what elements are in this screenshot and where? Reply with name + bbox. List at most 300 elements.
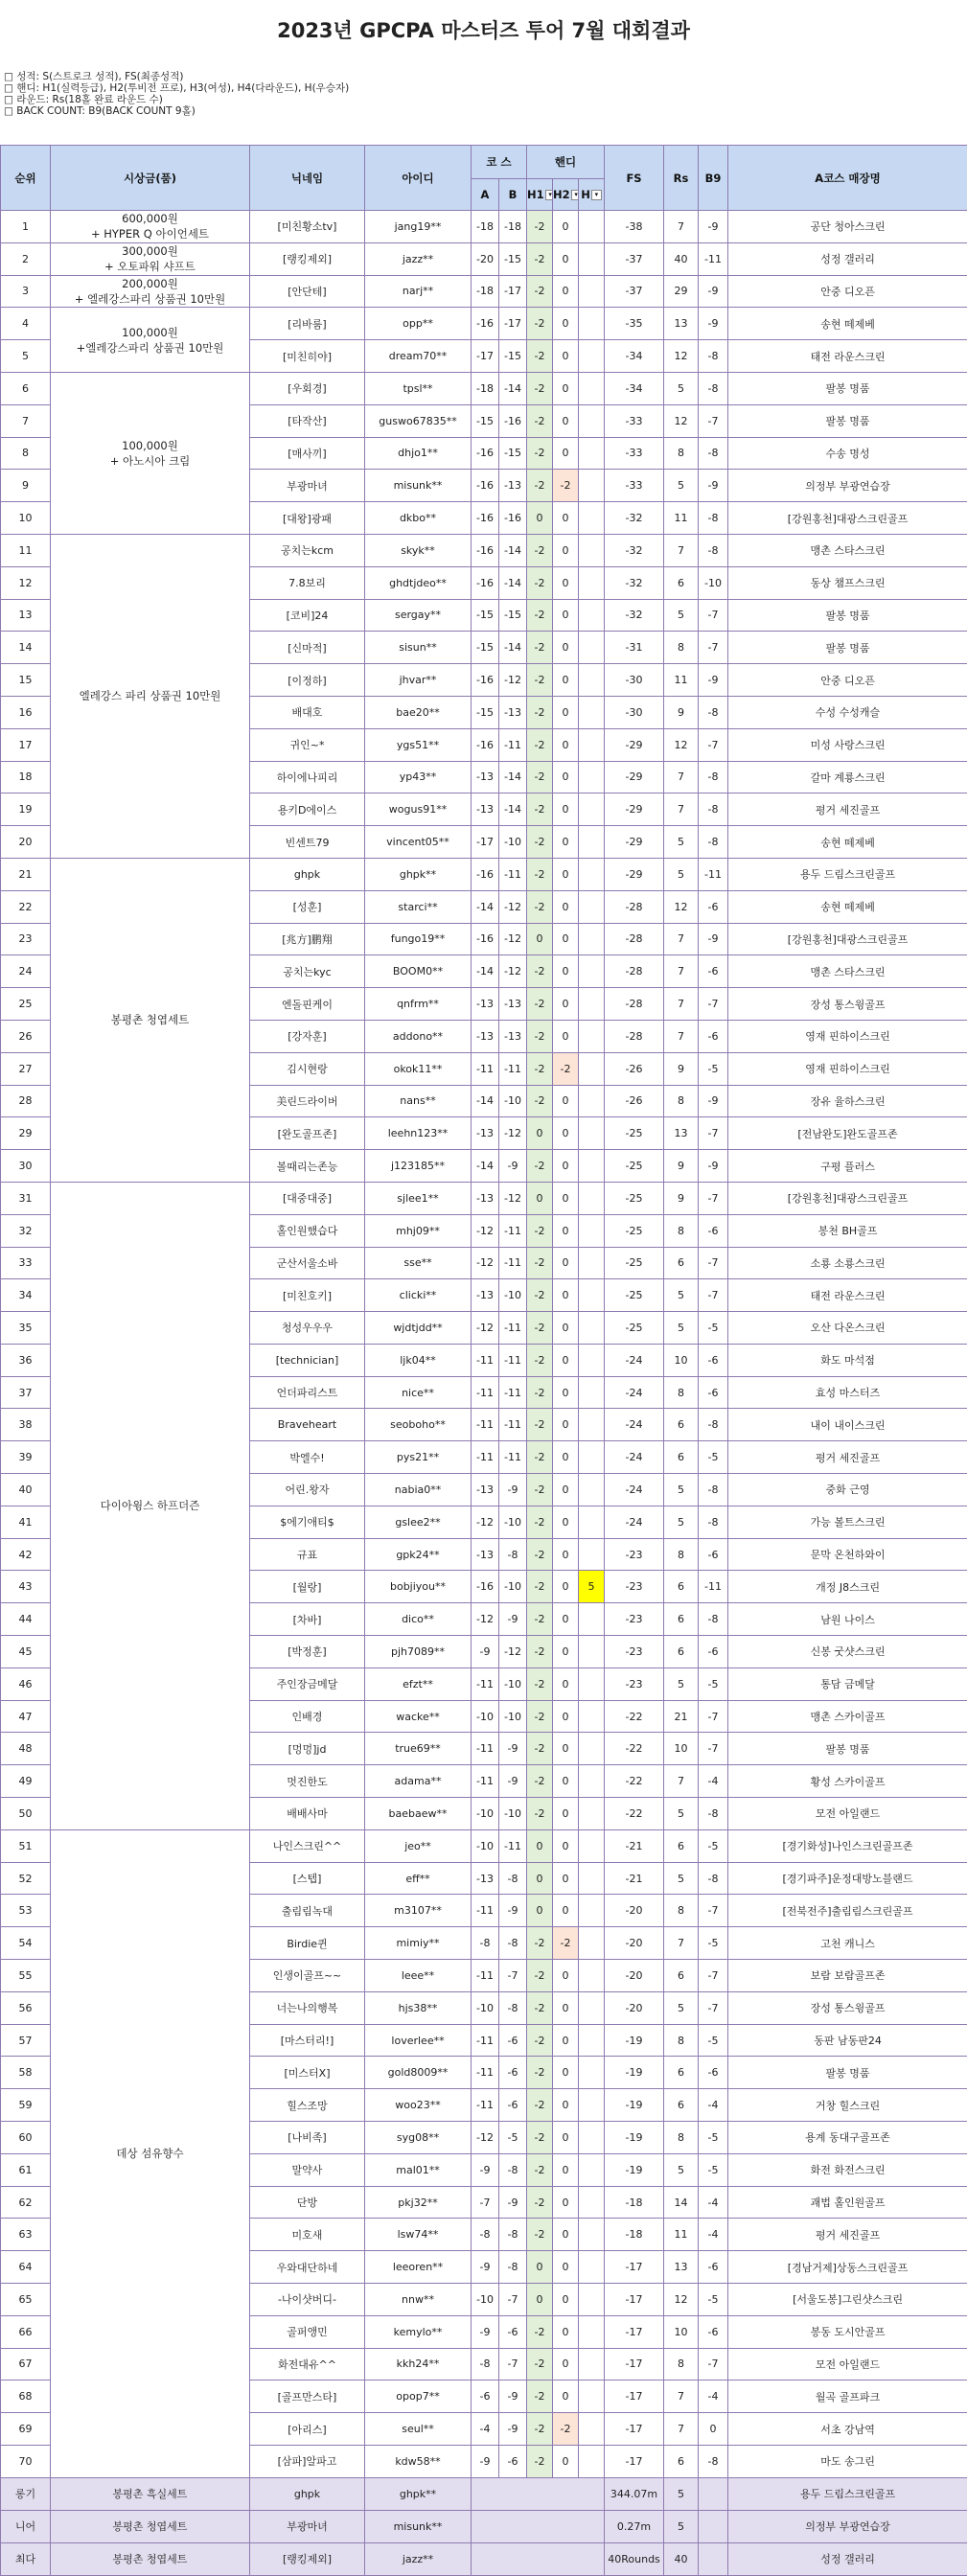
h2-cell: 0 <box>553 1279 579 1312</box>
h2-cell: 0 <box>553 1603 579 1636</box>
course-b-cell: -6 <box>499 2024 527 2057</box>
course-a-cell: -11 <box>472 1668 499 1700</box>
prize-cell: 200,000원 + 엘레강스파리 상품권 10만원 <box>51 275 250 308</box>
h-cell <box>579 566 605 599</box>
rank-cell: 2 <box>1 242 51 275</box>
h2-cell: -2 <box>553 2413 579 2446</box>
fs-cell: -25 <box>605 1312 664 1345</box>
nickname-cell: [박정훈] <box>250 1636 365 1668</box>
rank-cell: 38 <box>1 1409 51 1441</box>
fs-cell: -24 <box>605 1474 664 1506</box>
rs-cell: 7 <box>664 923 699 955</box>
fs-cell: -19 <box>605 2153 664 2186</box>
h-cell <box>579 923 605 955</box>
h-cell <box>579 470 605 502</box>
course-a-cell: -15 <box>472 632 499 664</box>
fs-cell: -17 <box>605 2445 664 2477</box>
h1-cell: 0 <box>527 1117 553 1150</box>
course-a-cell: -18 <box>472 372 499 404</box>
rs-cell: 40 <box>664 242 699 275</box>
nickname-cell: [월랑] <box>250 1571 365 1603</box>
course-a-cell: -15 <box>472 696 499 728</box>
h-cell <box>579 1117 605 1150</box>
prize-cell: 엘레강스 파리 상품권 10만원 <box>51 534 250 858</box>
table-row <box>1 242 967 275</box>
h-cell <box>579 1376 605 1409</box>
rank-cell: 43 <box>1 1571 51 1603</box>
h-cell <box>579 1214 605 1247</box>
course-b-cell: -8 <box>499 1991 527 2024</box>
h1-cell: -2 <box>527 1571 553 1603</box>
award-empty-cell <box>699 2542 728 2575</box>
course-b-cell: -15 <box>499 599 527 632</box>
table-row <box>1 1182 967 1214</box>
h1-cell: -2 <box>527 1700 553 1733</box>
fs-cell: -29 <box>605 761 664 794</box>
b9-cell: -9 <box>699 664 728 697</box>
b9-cell: -11 <box>699 242 728 275</box>
h1-cell: -2 <box>527 1409 553 1441</box>
h1-cell: -2 <box>527 2219 553 2251</box>
h2-cell: 0 <box>553 2251 579 2284</box>
fs-cell: -19 <box>605 2024 664 2057</box>
id-cell: bae20** <box>365 696 472 728</box>
course-b-cell: -14 <box>499 372 527 404</box>
h-cell <box>579 1668 605 1700</box>
header-h1[interactable]: H1 ▾ <box>527 179 553 211</box>
id-cell: ghpk** <box>365 858 472 890</box>
id-cell: okok11** <box>365 1052 472 1085</box>
fs-cell: -28 <box>605 1020 664 1052</box>
id-cell: opp** <box>365 308 472 340</box>
venue-cell: 황성 스카이골프 <box>728 1765 967 1798</box>
course-a-cell: -11 <box>472 1895 499 1927</box>
b9-cell: -7 <box>699 1700 728 1733</box>
course-b-cell: -9 <box>499 1150 527 1183</box>
nickname-cell: 귀인~* <box>250 728 365 761</box>
fs-cell: -17 <box>605 2413 664 2446</box>
fs-cell: -23 <box>605 1668 664 1700</box>
venue-cell: 태전 라운스크린 <box>728 1279 967 1312</box>
h1-cell: -2 <box>527 372 553 404</box>
h-cell <box>579 2153 605 2186</box>
course-b-cell: -11 <box>499 1409 527 1441</box>
award-prize-cell: 봉평촌 청엽세트 <box>51 2510 250 2542</box>
course-a-cell: -11 <box>472 1733 499 1765</box>
h-cell <box>579 2413 605 2446</box>
course-a-cell: -12 <box>472 1312 499 1345</box>
h1-cell: -2 <box>527 2348 553 2380</box>
award-nickname-cell: [랭킹제외] <box>250 2542 365 2575</box>
course-b-cell: -8 <box>499 2219 527 2251</box>
h1-cell: -2 <box>527 1733 553 1765</box>
venue-cell: 화도 마석점 <box>728 1344 967 1376</box>
rs-cell: 13 <box>664 2251 699 2284</box>
h2-cell: 0 <box>553 1895 579 1927</box>
fs-cell: -29 <box>605 826 664 859</box>
h-cell <box>579 1085 605 1117</box>
h1-cell: -2 <box>527 696 553 728</box>
fs-cell: -32 <box>605 566 664 599</box>
venue-cell: 구평 플러스 <box>728 1150 967 1183</box>
fs-cell: -25 <box>605 1117 664 1150</box>
rs-cell: 5 <box>664 1506 699 1538</box>
venue-cell: 모전 아일랜드 <box>728 1798 967 1830</box>
b9-cell: -6 <box>699 2057 728 2089</box>
h-cell <box>579 1991 605 2024</box>
fs-cell: -25 <box>605 1214 664 1247</box>
b9-cell: -5 <box>699 1668 728 1700</box>
h-cell <box>579 2057 605 2089</box>
venue-cell: 소룡 소룡스크린 <box>728 1247 967 1279</box>
nickname-cell: [차바] <box>250 1603 365 1636</box>
course-b-cell: -7 <box>499 1960 527 1992</box>
h-cell <box>579 2445 605 2477</box>
nickname-cell: [나비족] <box>250 2122 365 2154</box>
h2-cell: 0 <box>553 2089 579 2122</box>
fs-cell: -20 <box>605 1895 664 1927</box>
h2-cell: -2 <box>553 470 579 502</box>
id-cell: dico** <box>365 1603 472 1636</box>
h-cell <box>579 2348 605 2380</box>
venue-cell: 팔봉 명품 <box>728 404 967 437</box>
course-a-cell: -16 <box>472 664 499 697</box>
course-b-cell: -10 <box>499 1085 527 1117</box>
rank-cell: 26 <box>1 1020 51 1052</box>
b9-cell: -5 <box>699 1312 728 1345</box>
h2-cell: 0 <box>553 308 579 340</box>
award-value-cell: 344.07m <box>605 2477 664 2510</box>
h-cell <box>579 2089 605 2122</box>
h2-cell: 0 <box>553 1829 579 1862</box>
rs-cell: 6 <box>664 1247 699 1279</box>
nickname-cell: [강자훈] <box>250 1020 365 1052</box>
rs-cell: 6 <box>664 1409 699 1441</box>
b9-cell: -4 <box>699 2089 728 2122</box>
course-b-cell: -9 <box>499 2413 527 2446</box>
b9-cell: -8 <box>699 1506 728 1538</box>
fs-cell: -25 <box>605 1247 664 1279</box>
b9-cell: -8 <box>699 1474 728 1506</box>
nickname-cell: 배배사마 <box>250 1798 365 1830</box>
nickname-cell: [technician] <box>250 1344 365 1376</box>
b9-cell: -7 <box>699 1991 728 2024</box>
h2-cell: 0 <box>553 1571 579 1603</box>
h-cell <box>579 242 605 275</box>
course-a-cell: -11 <box>472 1441 499 1474</box>
h2-cell: 0 <box>553 502 579 535</box>
course-a-cell: -16 <box>472 728 499 761</box>
rank-cell: 69 <box>1 2413 51 2446</box>
fs-cell: -32 <box>605 599 664 632</box>
award-empty-cell <box>472 2510 605 2542</box>
venue-cell: 수성 수성캐슬 <box>728 696 967 728</box>
b9-cell: -4 <box>699 2186 728 2219</box>
rs-cell: 8 <box>664 2348 699 2380</box>
h2-cell: 0 <box>553 599 579 632</box>
course-b-cell: -6 <box>499 2315 527 2348</box>
fs-cell: -30 <box>605 664 664 697</box>
course-a-cell: -11 <box>472 1960 499 1992</box>
rank-cell: 9 <box>1 470 51 502</box>
course-a-cell: -16 <box>472 534 499 566</box>
course-a-cell: -11 <box>472 1052 499 1085</box>
b9-cell: -7 <box>699 1733 728 1765</box>
id-cell: addono** <box>365 1020 472 1052</box>
h2-cell: 0 <box>553 1636 579 1668</box>
fs-cell: -34 <box>605 340 664 373</box>
header-h2[interactable]: H2 ▾ <box>553 179 579 211</box>
rs-cell: 11 <box>664 502 699 535</box>
rank-cell: 54 <box>1 1927 51 1960</box>
venue-cell: 태전 라운스크린 <box>728 340 967 373</box>
filter-dropdown-icon[interactable]: ▾ <box>571 190 579 200</box>
filter-dropdown-icon[interactable]: ▾ <box>591 190 602 200</box>
h-cell: 5 <box>579 1571 605 1603</box>
h-cell <box>579 1765 605 1798</box>
h-cell <box>579 2024 605 2057</box>
fs-cell: -17 <box>605 2315 664 2348</box>
venue-cell: 갈마 계룡스크린 <box>728 761 967 794</box>
course-b-cell: -9 <box>499 1603 527 1636</box>
nickname-cell: 7.8보리 <box>250 566 365 599</box>
course-b-cell: -17 <box>499 308 527 340</box>
rs-cell: 5 <box>664 1668 699 1700</box>
course-a-cell: -12 <box>472 1247 499 1279</box>
fs-cell: -28 <box>605 923 664 955</box>
header-id: 아이디 <box>365 146 472 211</box>
header-h[interactable]: H ▾ <box>579 179 605 211</box>
rs-cell: 6 <box>664 2057 699 2089</box>
h-cell <box>579 1182 605 1214</box>
b9-cell: -7 <box>699 1247 728 1279</box>
id-cell: gpk24** <box>365 1538 472 1571</box>
venue-cell: 송현 떼제베 <box>728 826 967 859</box>
id-cell: leee** <box>365 1960 472 1992</box>
course-a-cell: -20 <box>472 242 499 275</box>
h1-cell: -2 <box>527 988 553 1021</box>
rank-cell: 10 <box>1 502 51 535</box>
h-cell <box>579 1441 605 1474</box>
id-cell: dream70** <box>365 340 472 373</box>
rs-cell: 21 <box>664 1700 699 1733</box>
b9-cell: -8 <box>699 340 728 373</box>
course-a-cell: -15 <box>472 404 499 437</box>
rank-cell: 13 <box>1 599 51 632</box>
venue-cell: 봉동 도시안골프 <box>728 2315 967 2348</box>
h1-cell: -2 <box>527 2024 553 2057</box>
nickname-cell: 청성우우우 <box>250 1312 365 1345</box>
venue-cell: [경기파주]운정대방노블랜드 <box>728 1862 967 1895</box>
h-cell <box>579 2251 605 2284</box>
venue-cell: 평거 세진골프 <box>728 794 967 826</box>
id-cell: pys21** <box>365 1441 472 1474</box>
course-a-cell: -10 <box>472 1700 499 1733</box>
b9-cell: -8 <box>699 696 728 728</box>
h1-cell: -2 <box>527 2153 553 2186</box>
h-cell <box>579 988 605 1021</box>
rank-cell: 11 <box>1 534 51 566</box>
rank-cell: 59 <box>1 2089 51 2122</box>
rs-cell: 7 <box>664 761 699 794</box>
h1-cell: -2 <box>527 534 553 566</box>
fs-cell: -28 <box>605 890 664 923</box>
rs-cell: 5 <box>664 826 699 859</box>
h1-cell: -2 <box>527 1441 553 1474</box>
course-b-cell: -8 <box>499 2251 527 2284</box>
fs-cell: -24 <box>605 1409 664 1441</box>
h2-cell: 0 <box>553 242 579 275</box>
course-a-cell: -16 <box>472 470 499 502</box>
id-cell: leehn123** <box>365 1117 472 1150</box>
id-cell: yp43** <box>365 761 472 794</box>
header-rank: 순위 <box>1 146 51 211</box>
rank-cell: 20 <box>1 826 51 859</box>
id-cell: sjlee1** <box>365 1182 472 1214</box>
venue-cell: 장성 통스윙골프 <box>728 1991 967 2024</box>
rs-cell: 7 <box>664 2380 699 2413</box>
course-a-cell: -11 <box>472 2024 499 2057</box>
id-cell: jhvar** <box>365 664 472 697</box>
header-rs: Rs <box>664 146 699 211</box>
h1-cell: -2 <box>527 1376 553 1409</box>
nickname-cell: [골프만스타] <box>250 2380 365 2413</box>
prize-cell: 100,000원 +엘레강스파리 상품권 10만원 <box>51 308 250 373</box>
nickname-cell: [미친히야] <box>250 340 365 373</box>
venue-cell: 팔봉 명품 <box>728 2057 967 2089</box>
fs-cell: -17 <box>605 2380 664 2413</box>
nickname-cell: 규표 <box>250 1538 365 1571</box>
nickname-cell: ghpk <box>250 858 365 890</box>
id-cell: hjs38** <box>365 1991 472 2024</box>
fs-cell: -31 <box>605 632 664 664</box>
h2-cell: 0 <box>553 1700 579 1733</box>
rank-cell: 41 <box>1 1506 51 1538</box>
rank-cell: 66 <box>1 2315 51 2348</box>
nickname-cell: 용키D에이스 <box>250 794 365 826</box>
course-a-cell: -10 <box>472 1829 499 1862</box>
h-cell <box>579 2219 605 2251</box>
nickname-cell: 멋진한도 <box>250 1765 365 1798</box>
h2-cell: -2 <box>553 1927 579 1960</box>
h1-cell: -2 <box>527 728 553 761</box>
course-b-cell: -8 <box>499 1862 527 1895</box>
venue-cell: 월곡 골프파크 <box>728 2380 967 2413</box>
course-b-cell: -11 <box>499 1441 527 1474</box>
id-cell: tpsl** <box>365 372 472 404</box>
rank-cell: 32 <box>1 1214 51 1247</box>
course-a-cell: -16 <box>472 1571 499 1603</box>
rs-cell: 7 <box>664 1927 699 1960</box>
b9-cell: -5 <box>699 1829 728 1862</box>
h1-cell: -2 <box>527 1052 553 1085</box>
fs-cell: -23 <box>605 1538 664 1571</box>
venue-cell: 영재 핀하이스크린 <box>728 1052 967 1085</box>
h1-cell: 0 <box>527 1895 553 1927</box>
filter-dropdown-icon[interactable]: ▾ <box>545 190 553 200</box>
h-cell <box>579 275 605 308</box>
nickname-cell: 빈센트79 <box>250 826 365 859</box>
nickname-cell: [미친호키] <box>250 1279 365 1312</box>
h2-cell: 0 <box>553 2024 579 2057</box>
b9-cell: -6 <box>699 1636 728 1668</box>
fs-cell: -29 <box>605 728 664 761</box>
b9-cell: -8 <box>699 437 728 470</box>
h-cell <box>579 1895 605 1927</box>
course-b-cell: -16 <box>499 502 527 535</box>
rs-cell: 5 <box>664 599 699 632</box>
rs-cell: 9 <box>664 1150 699 1183</box>
course-a-cell: -13 <box>472 1474 499 1506</box>
nickname-cell: Braveheart <box>250 1409 365 1441</box>
h2-cell: 0 <box>553 1991 579 2024</box>
h1-cell: -2 <box>527 1312 553 1345</box>
fs-cell: -24 <box>605 1506 664 1538</box>
course-b-cell: -5 <box>499 2122 527 2154</box>
h1-cell: 0 <box>527 2251 553 2284</box>
award-empty-cell <box>699 2477 728 2510</box>
rs-cell: 8 <box>664 632 699 664</box>
h2-cell: 0 <box>553 632 579 664</box>
nickname-cell: 김시현랑 <box>250 1052 365 1085</box>
venue-cell: 장성 통스윙골프 <box>728 988 967 1021</box>
b9-cell: -4 <box>699 2380 728 2413</box>
rank-cell: 40 <box>1 1474 51 1506</box>
venue-cell: 용두 드림스크린골프 <box>728 858 967 890</box>
course-a-cell: -12 <box>472 1506 499 1538</box>
page-title: 2023년 GPCPA 마스터즈 투어 7월 대회결과 <box>277 19 690 42</box>
course-b-cell: -18 <box>499 211 527 243</box>
rank-cell: 19 <box>1 794 51 826</box>
header-course: 코 스 <box>472 146 527 179</box>
legend-score: □ 성적: S(스트로크 성적), FS(최종성적) <box>4 71 184 82</box>
table-row <box>1 372 967 404</box>
rank-cell: 44 <box>1 1603 51 1636</box>
rs-cell: 13 <box>664 1117 699 1150</box>
h2-cell: 0 <box>553 275 579 308</box>
prize-cell: 다이아윙스 하프더즌 <box>51 1182 250 1829</box>
course-a-cell: -11 <box>472 2089 499 2122</box>
b9-cell: -7 <box>699 1895 728 1927</box>
h-cell <box>579 728 605 761</box>
results-table <box>0 145 967 2576</box>
course-b-cell: -11 <box>499 1052 527 1085</box>
rs-cell: 8 <box>664 2122 699 2154</box>
id-cell: mal01** <box>365 2153 472 2186</box>
b9-cell: -8 <box>699 534 728 566</box>
venue-cell: 내이 내이스크린 <box>728 1409 967 1441</box>
venue-cell: 화전 화전스크린 <box>728 2153 967 2186</box>
nickname-cell: [완도골프존] <box>250 1117 365 1150</box>
h2-cell: 0 <box>553 1247 579 1279</box>
venue-cell: 수송 명성 <box>728 437 967 470</box>
fs-cell: -37 <box>605 242 664 275</box>
prize-cell: 100,000원 + 아노시아 크림 <box>51 372 250 534</box>
fs-cell: -33 <box>605 437 664 470</box>
course-a-cell: -4 <box>472 2413 499 2446</box>
h1-cell: -2 <box>527 955 553 988</box>
rank-cell: 68 <box>1 2380 51 2413</box>
course-a-cell: -14 <box>472 890 499 923</box>
venue-cell: 문막 온천하와이 <box>728 1538 967 1571</box>
h2-cell: 0 <box>553 1182 579 1214</box>
h-cell <box>579 534 605 566</box>
h2-cell: 0 <box>553 2380 579 2413</box>
h2-cell: 0 <box>553 1668 579 1700</box>
h-cell <box>579 437 605 470</box>
course-b-cell: -8 <box>499 1538 527 1571</box>
nickname-cell: 엔돌핀케이 <box>250 988 365 1021</box>
